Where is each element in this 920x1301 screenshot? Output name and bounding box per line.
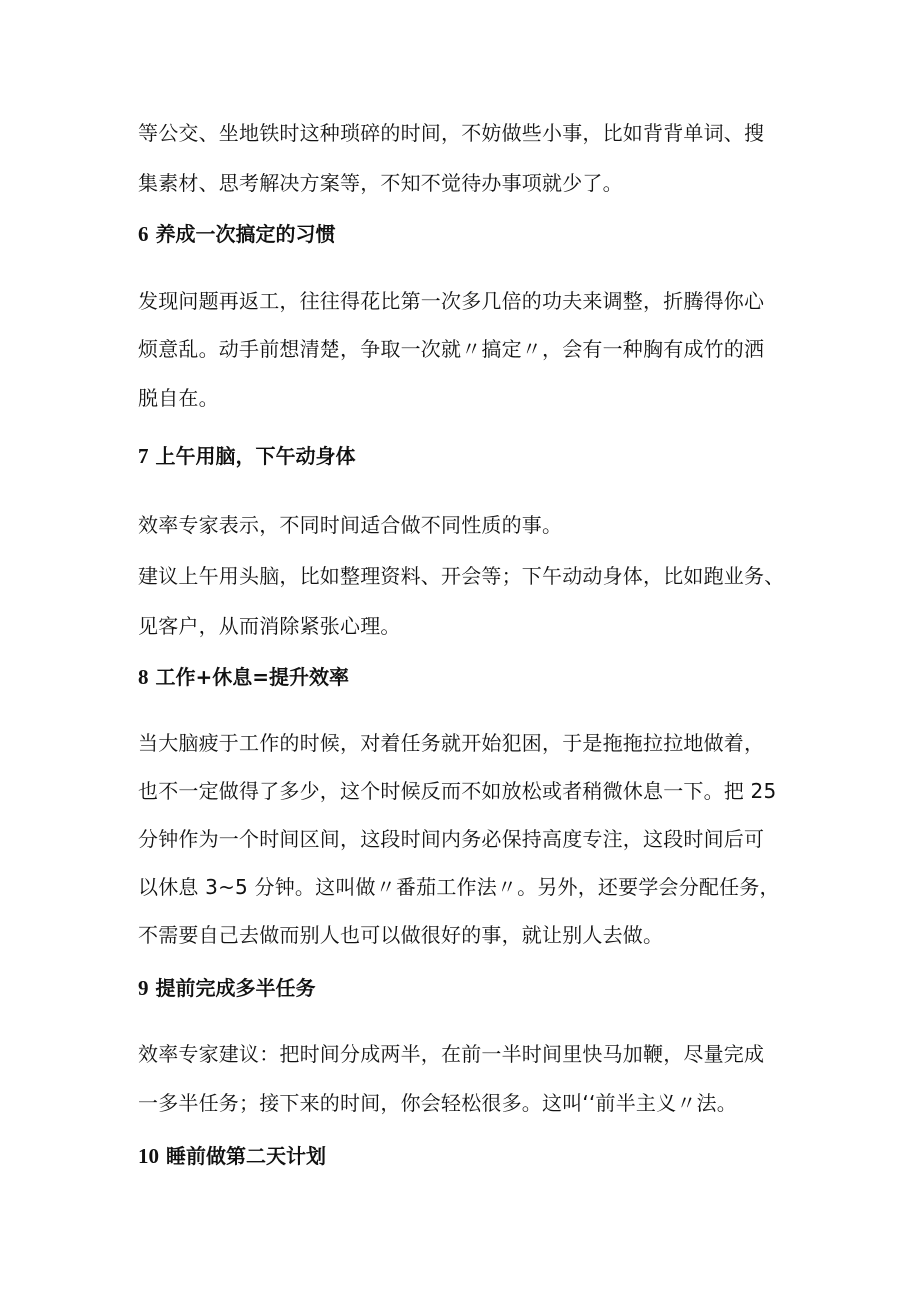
- section-title: 睡前做第二天计划: [165, 1144, 326, 1168]
- body-line: 以休息 3~5 分钟。这叫做〃番茄工作法〃。另外，还要学会分配任务，: [138, 875, 780, 899]
- section-heading-6: [138, 219, 798, 249]
- section-title: 工作+休息=提升效率: [155, 665, 349, 689]
- body-line: 集素材、思考解决方案等，不知不觉待办事项就少了。: [138, 171, 623, 195]
- body-line: 当大脑疲于工作的时候，对着任务就开始犯困，于是拖拖拉拉地做着，: [138, 731, 765, 755]
- section-heading-10: [138, 1141, 798, 1171]
- section-heading-8: [138, 662, 798, 692]
- body-line: 等公交、坐地铁时这种琐碎的时间，不妨做些小事，比如背背单词、搜: [138, 121, 765, 145]
- body-line: 建议上午用头脑，比如整理资料、开会等；下午动动身体，比如跑业务、: [138, 564, 785, 588]
- section-number: 6: [138, 222, 149, 246]
- body-line: 烦意乱。动手前想清楚，争取一次就〃搞定〃，会有一种胸有成竹的洒: [138, 337, 765, 361]
- body-line: 见客户，从而消除紧张心理。: [138, 614, 401, 638]
- body-line: 也不一定做得了多少，这个时候反而不如放松或者稍微休息一下。把 25: [138, 779, 777, 803]
- section-heading-9: [138, 973, 798, 1003]
- section-heading-7: [138, 441, 798, 471]
- section-title: 提前完成多半任务: [155, 976, 316, 1000]
- section-title: 上午用脑，下午动身体: [155, 444, 356, 468]
- body-line: 分钟作为一个时间区间，这段时间内务必保持高度专注，这段时间后可: [138, 827, 765, 851]
- section-number: 8: [138, 665, 149, 689]
- body-line: 效率专家建议：把时间分成两半，在前一半时间里快马加鞭，尽量完成: [138, 1042, 765, 1066]
- body-line: 不需要自己去做而别人也可以做很好的事，就让别人去做。: [138, 923, 664, 947]
- body-line: 脱自在。: [138, 386, 219, 410]
- section-number: 9: [138, 976, 149, 1000]
- body-line: 一多半任务；接下来的时间，你会轻松很多。这叫‘‘前半主义〃法。: [138, 1091, 737, 1115]
- section-number: 7: [138, 444, 149, 468]
- body-line: 效率专家表示，不同时间适合做不同性质的事。: [138, 513, 563, 537]
- section-number: 10: [138, 1144, 159, 1168]
- section-title: 养成一次搞定的习惯: [155, 222, 336, 246]
- body-line: 发现问题再返工，往往得花比第一次多几倍的功夫来调整，折腾得你心: [138, 289, 765, 313]
